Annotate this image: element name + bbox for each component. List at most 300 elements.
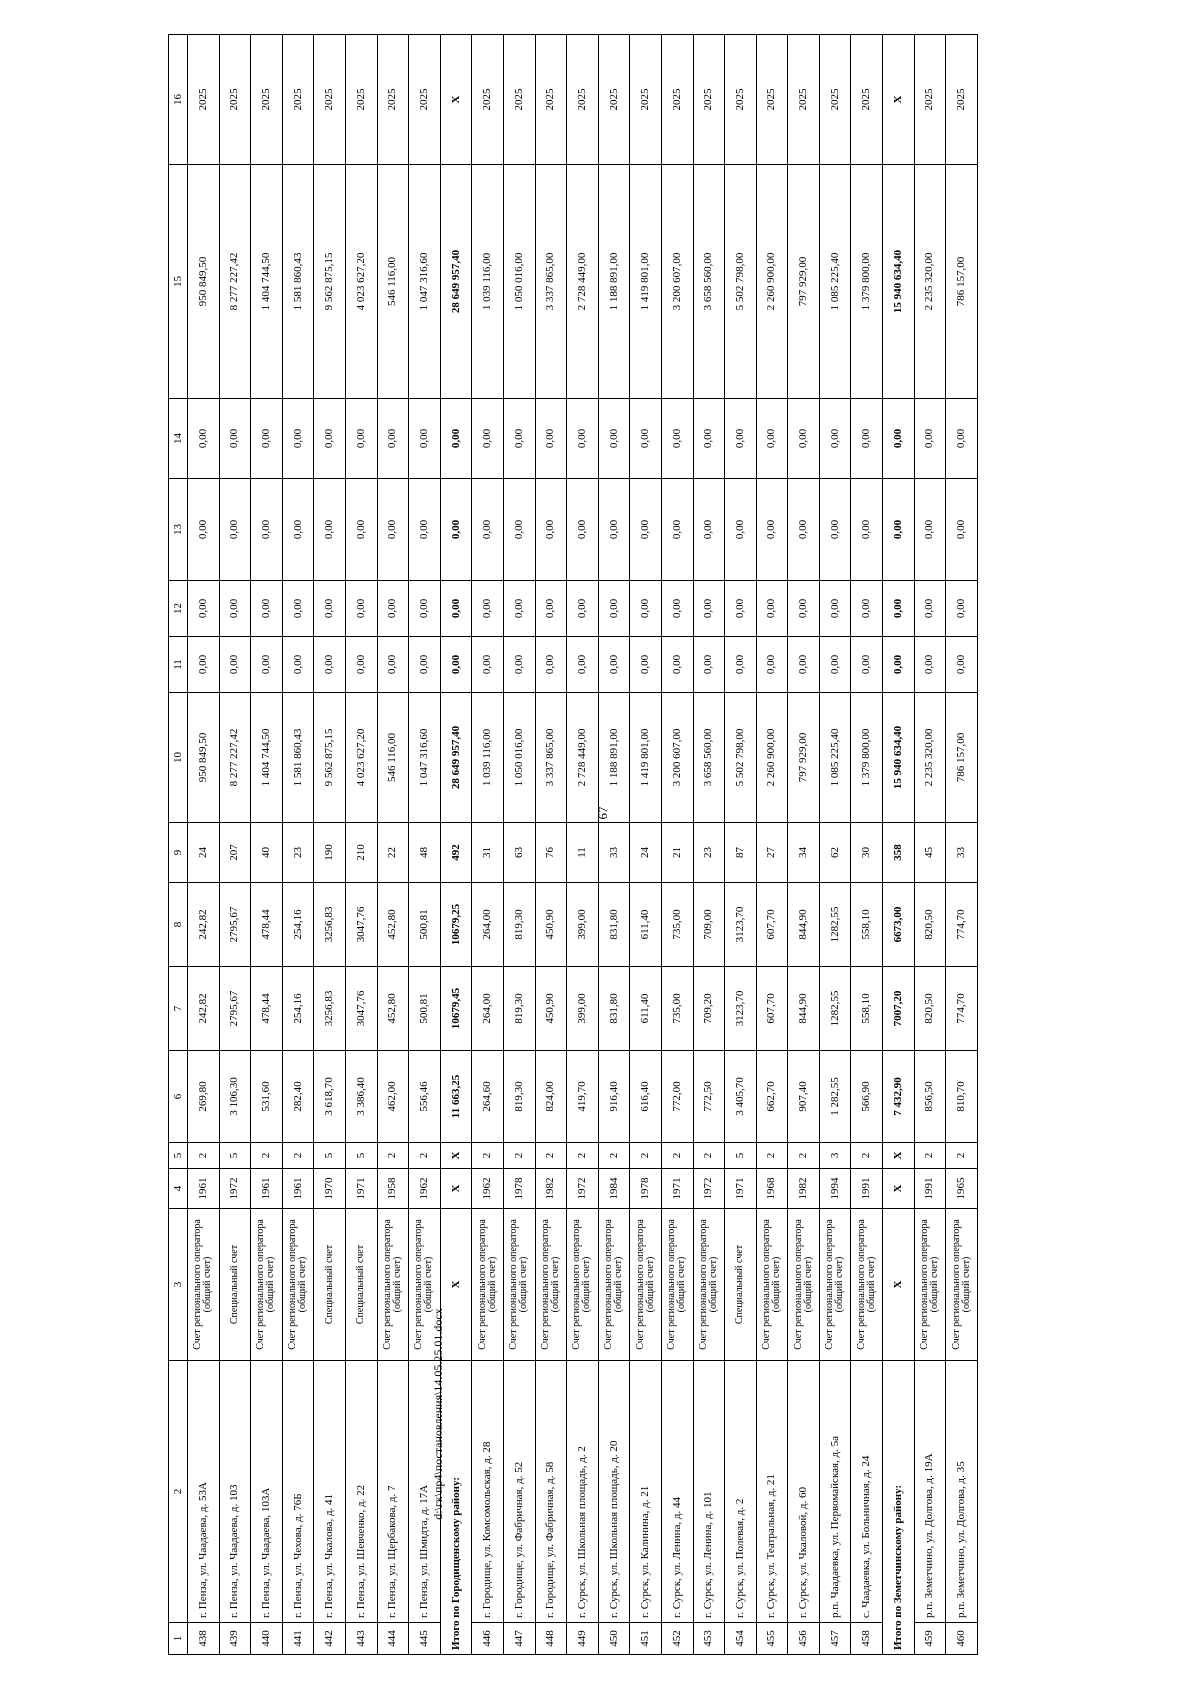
account-type-cell: Счет регионального оператора (общий счет): [630, 1209, 662, 1361]
total-cell: 0,00: [440, 637, 472, 693]
account-type-cell: Счет регионального оператора (общий счет): [535, 1209, 567, 1361]
total-cell: 0,00: [440, 479, 472, 581]
value-cell: 1972: [693, 1169, 725, 1209]
value-cell: 2025: [598, 35, 630, 165]
value-cell: 450,90: [535, 967, 567, 1051]
table-row: [535, 35, 567, 1655]
value-cell: 3123,70: [725, 967, 757, 1051]
table-row: [188, 35, 220, 1655]
address-cell: г. Городище, ул. Комсомольская, д. 28: [472, 1361, 504, 1623]
column-header: 16: [169, 35, 188, 165]
value-cell: 1 047 316,60: [409, 693, 441, 823]
value-cell: 254,16: [282, 967, 314, 1051]
value-cell: 1 419 801,00: [630, 165, 662, 399]
value-cell: 1970: [314, 1169, 346, 1209]
value-cell: 76: [535, 823, 567, 883]
row-number-cell: 438: [188, 1623, 220, 1655]
value-cell: 786 157,00: [946, 165, 978, 399]
value-cell: 4 023 627,20: [345, 693, 377, 823]
rotated-page: [168, 35, 1028, 1655]
value-cell: 269,80: [188, 1051, 220, 1143]
value-cell: 2: [851, 1143, 883, 1169]
value-cell: 831,80: [598, 967, 630, 1051]
account-type-cell: Счет регионального оператора (общий счет): [788, 1209, 820, 1361]
value-cell: 1965: [946, 1169, 978, 1209]
value-cell: 1 419 801,00: [630, 693, 662, 823]
value-cell: 797 929,00: [788, 693, 820, 823]
total-cell: X: [440, 1169, 472, 1209]
table-row: [725, 35, 757, 1655]
value-cell: 607,70: [756, 967, 788, 1051]
value-cell: 2025: [567, 35, 599, 165]
value-cell: 2: [693, 1143, 725, 1169]
value-cell: 735,00: [661, 967, 693, 1051]
account-type-cell: Счет регионального оператора (общий счет): [914, 1209, 946, 1361]
table-row: [377, 35, 409, 1655]
value-cell: 21: [661, 823, 693, 883]
row-number-cell: 452: [661, 1623, 693, 1655]
value-cell: 616,40: [630, 1051, 662, 1143]
value-cell: 2: [409, 1143, 441, 1169]
value-cell: 0,00: [219, 399, 251, 479]
value-cell: 0,00: [630, 581, 662, 637]
value-cell: 2025: [409, 35, 441, 165]
address-cell: г. Пенза, ул. Чаадаева, д. 103: [219, 1361, 251, 1623]
value-cell: 33: [598, 823, 630, 883]
address-cell: г. Городище, ул. Фабричная, д. 58: [535, 1361, 567, 1623]
value-cell: 2025: [756, 35, 788, 165]
value-cell: 1991: [914, 1169, 946, 1209]
value-cell: 0,00: [788, 399, 820, 479]
value-cell: 0,00: [251, 399, 283, 479]
address-cell: г. Пенза, ул. Шевченко, д. 22: [345, 1361, 377, 1623]
value-cell: 819,30: [503, 1051, 535, 1143]
table-row: [219, 35, 251, 1655]
value-cell: 2795,67: [219, 967, 251, 1051]
value-cell: 500,81: [409, 883, 441, 967]
value-cell: 3123,70: [725, 883, 757, 967]
value-cell: 0,00: [598, 637, 630, 693]
value-cell: 0,00: [535, 637, 567, 693]
value-cell: 2: [946, 1143, 978, 1169]
table-row: [314, 35, 346, 1655]
value-cell: 0,00: [851, 399, 883, 479]
value-cell: 2025: [693, 35, 725, 165]
value-cell: 0,00: [409, 399, 441, 479]
row-number-cell: 445: [409, 1623, 441, 1655]
value-cell: 1 282,55: [819, 1051, 851, 1143]
account-type-cell: Специальный счет: [345, 1209, 377, 1361]
value-cell: 3256,83: [314, 967, 346, 1051]
address-cell: г. Сурск, ул. Школьная площадь, д. 2: [567, 1361, 599, 1623]
row-number-cell: 459: [914, 1623, 946, 1655]
total-cell: 28 649 957,40: [440, 165, 472, 399]
value-cell: 831,80: [598, 883, 630, 967]
value-cell: 1982: [788, 1169, 820, 1209]
district-total-row: [883, 35, 915, 1655]
value-cell: 662,70: [756, 1051, 788, 1143]
value-cell: 2: [630, 1143, 662, 1169]
value-cell: 774,70: [946, 967, 978, 1051]
value-cell: 3 200 607,00: [661, 165, 693, 399]
address-cell: с. Чаадаевка, ул. Больничная, д. 24: [851, 1361, 883, 1623]
value-cell: 611,40: [630, 883, 662, 967]
account-type-cell: Счет регионального оператора (общий счет): [756, 1209, 788, 1361]
row-number-cell: 460: [946, 1623, 978, 1655]
value-cell: 399,00: [567, 883, 599, 967]
value-cell: 1972: [567, 1169, 599, 1209]
value-cell: 772,50: [693, 1051, 725, 1143]
value-cell: 2795,67: [219, 883, 251, 967]
value-cell: 0,00: [851, 637, 883, 693]
value-cell: 2025: [503, 35, 535, 165]
row-number-cell: 443: [345, 1623, 377, 1655]
value-cell: 0,00: [535, 399, 567, 479]
value-cell: 419,70: [567, 1051, 599, 1143]
value-cell: 210: [345, 823, 377, 883]
value-cell: 2025: [345, 35, 377, 165]
housing-repair-table: [168, 34, 978, 1655]
value-cell: 0,00: [756, 637, 788, 693]
value-cell: 0,00: [693, 399, 725, 479]
value-cell: 0,00: [219, 581, 251, 637]
address-cell: г. Сурск, ул. Школьная площадь, д. 20: [598, 1361, 630, 1623]
value-cell: 1 039 116,00: [472, 165, 504, 399]
value-cell: 1 581 860,43: [282, 693, 314, 823]
total-label: Итого по Городищенскому району:: [440, 1361, 472, 1655]
column-header: 15: [169, 165, 188, 399]
value-cell: 399,00: [567, 967, 599, 1051]
footer-file-path: d:\гк\пр4\постановления\14.05.25.01.docx: [431, 1308, 445, 1520]
value-cell: 0,00: [756, 581, 788, 637]
value-cell: 2025: [851, 35, 883, 165]
value-cell: 709,20: [693, 967, 725, 1051]
value-cell: 3 658 560,00: [693, 693, 725, 823]
total-cell: 492: [440, 823, 472, 883]
value-cell: 3: [819, 1143, 851, 1169]
value-cell: 0,00: [314, 479, 346, 581]
value-cell: 2 728 449,00: [567, 693, 599, 823]
value-cell: 1982: [535, 1169, 567, 1209]
table-row: [946, 35, 978, 1655]
value-cell: 1971: [661, 1169, 693, 1209]
table-row: [567, 35, 599, 1655]
column-header: 11: [169, 637, 188, 693]
value-cell: 0,00: [661, 479, 693, 581]
value-cell: 844,90: [788, 967, 820, 1051]
value-cell: 2025: [377, 35, 409, 165]
value-cell: 3 386,40: [345, 1051, 377, 1143]
value-cell: 0,00: [251, 637, 283, 693]
address-cell: г. Сурск, ул. Чкаловой, д. 60: [788, 1361, 820, 1623]
value-cell: 1 581 860,43: [282, 165, 314, 399]
value-cell: 2025: [219, 35, 251, 165]
value-cell: 2025: [819, 35, 851, 165]
address-cell: р.п. Чаадаевка, ул. Первомайская, д. 5а: [819, 1361, 851, 1623]
value-cell: 0,00: [567, 637, 599, 693]
total-cell: 0,00: [883, 479, 915, 581]
value-cell: 0,00: [851, 581, 883, 637]
value-cell: 0,00: [472, 399, 504, 479]
value-cell: 190: [314, 823, 346, 883]
value-cell: 797 929,00: [788, 165, 820, 399]
value-cell: 478,44: [251, 967, 283, 1051]
value-cell: 1 188 891,00: [598, 165, 630, 399]
value-cell: 824,00: [535, 1051, 567, 1143]
value-cell: 531,60: [251, 1051, 283, 1143]
table-row: [851, 35, 883, 1655]
value-cell: 819,30: [503, 883, 535, 967]
value-cell: 0,00: [314, 399, 346, 479]
value-cell: 1971: [345, 1169, 377, 1209]
account-type-cell: Счет регионального оператора (общий счет): [598, 1209, 630, 1361]
value-cell: 0,00: [219, 637, 251, 693]
column-header: 2: [169, 1361, 188, 1623]
total-cell: 0,00: [440, 581, 472, 637]
value-cell: 546 116,00: [377, 165, 409, 399]
value-cell: 1282,55: [819, 967, 851, 1051]
value-cell: 0,00: [946, 637, 978, 693]
row-number-cell: 457: [819, 1623, 851, 1655]
value-cell: 2: [282, 1143, 314, 1169]
table-row: [472, 35, 504, 1655]
value-cell: 1 050 016,00: [503, 165, 535, 399]
value-cell: 254,16: [282, 883, 314, 967]
row-number-cell: 450: [598, 1623, 630, 1655]
value-cell: 2: [756, 1143, 788, 1169]
value-cell: 0,00: [282, 581, 314, 637]
total-cell: 358: [883, 823, 915, 883]
value-cell: 0,00: [788, 581, 820, 637]
column-number-header: [169, 35, 188, 1655]
value-cell: 45: [914, 823, 946, 883]
value-cell: 2: [661, 1143, 693, 1169]
value-cell: 772,00: [661, 1051, 693, 1143]
value-cell: 0,00: [725, 637, 757, 693]
total-cell: 0,00: [883, 399, 915, 479]
value-cell: 0,00: [661, 581, 693, 637]
total-label: Итого по Земетчинскому району:: [883, 1361, 915, 1655]
value-cell: 810,70: [946, 1051, 978, 1143]
table-row: [819, 35, 851, 1655]
value-cell: 264,00: [472, 967, 504, 1051]
account-type-cell: Счет регионального оператора (общий счет): [851, 1209, 883, 1361]
value-cell: 5: [725, 1143, 757, 1169]
table-row: [630, 35, 662, 1655]
value-cell: 0,00: [598, 399, 630, 479]
value-cell: 23: [693, 823, 725, 883]
account-type-cell: Счет регионального оператора (общий счет): [377, 1209, 409, 1361]
value-cell: 5 502 798,00: [725, 165, 757, 399]
page-number: 67: [595, 806, 610, 820]
value-cell: 5: [314, 1143, 346, 1169]
value-cell: 9 562 875,15: [314, 693, 346, 823]
value-cell: 0,00: [661, 637, 693, 693]
total-cell: 10679,25: [440, 883, 472, 967]
value-cell: 462,00: [377, 1051, 409, 1143]
value-cell: 735,00: [661, 883, 693, 967]
value-cell: 546 116,00: [377, 693, 409, 823]
value-cell: 3 658 560,00: [693, 165, 725, 399]
value-cell: 1958: [377, 1169, 409, 1209]
row-number-cell: 451: [630, 1623, 662, 1655]
value-cell: 3047,76: [345, 967, 377, 1051]
value-cell: 2 235 320,00: [914, 693, 946, 823]
value-cell: 0,00: [630, 637, 662, 693]
total-cell: 0,00: [883, 637, 915, 693]
value-cell: 2 728 449,00: [567, 165, 599, 399]
value-cell: 2 235 320,00: [914, 165, 946, 399]
column-header: 13: [169, 479, 188, 581]
value-cell: 844,90: [788, 883, 820, 967]
address-cell: г. Сурск, ул. Театральная, д. 21: [756, 1361, 788, 1623]
value-cell: 48: [409, 823, 441, 883]
address-cell: г. Сурск, ул. Полевая, д. 2: [725, 1361, 757, 1623]
row-number-cell: 439: [219, 1623, 251, 1655]
value-cell: 0,00: [377, 479, 409, 581]
address-cell: г. Пенза, ул. Чаадаева, 103А: [251, 1361, 283, 1623]
total-cell: 6673,00: [883, 883, 915, 967]
value-cell: 2025: [946, 35, 978, 165]
value-cell: 30: [851, 823, 883, 883]
value-cell: 558,10: [851, 967, 883, 1051]
value-cell: 3 200 607,00: [661, 693, 693, 823]
value-cell: 2: [535, 1143, 567, 1169]
account-type-cell: Специальный счет: [219, 1209, 251, 1361]
address-cell: г. Пенза, ул. Щербакова, д. 7: [377, 1361, 409, 1623]
row-number-cell: 454: [725, 1623, 757, 1655]
value-cell: 1 050 016,00: [503, 693, 535, 823]
value-cell: 1 085 225,40: [819, 693, 851, 823]
total-cell: X: [883, 35, 915, 165]
value-cell: 1962: [409, 1169, 441, 1209]
account-type-cell: Специальный счет: [725, 1209, 757, 1361]
value-cell: 5: [219, 1143, 251, 1169]
value-cell: 9 562 875,15: [314, 165, 346, 399]
address-cell: р.п. Земетчино, ул. Долгова, д. 35: [946, 1361, 978, 1623]
value-cell: 1 039 116,00: [472, 693, 504, 823]
value-cell: 950 849,50: [188, 165, 220, 399]
value-cell: 2 260 900,00: [756, 693, 788, 823]
total-cell: 7 432,90: [883, 1051, 915, 1143]
value-cell: 452,80: [377, 967, 409, 1051]
value-cell: 1972: [219, 1169, 251, 1209]
value-cell: 2: [914, 1143, 946, 1169]
value-cell: 0,00: [345, 399, 377, 479]
value-cell: 0,00: [598, 581, 630, 637]
value-cell: 0,00: [693, 479, 725, 581]
value-cell: 1961: [188, 1169, 220, 1209]
value-cell: 0,00: [409, 479, 441, 581]
value-cell: 2025: [788, 35, 820, 165]
value-cell: 820,50: [914, 967, 946, 1051]
value-cell: 0,00: [409, 581, 441, 637]
value-cell: 3 106,30: [219, 1051, 251, 1143]
row-number-cell: 453: [693, 1623, 725, 1655]
table-row: [251, 35, 283, 1655]
account-type-cell: Счет регионального оператора (общий счет): [819, 1209, 851, 1361]
column-header: 1: [169, 1623, 188, 1655]
value-cell: 0,00: [472, 637, 504, 693]
value-cell: 8 277 227,42: [219, 165, 251, 399]
row-number-cell: 441: [282, 1623, 314, 1655]
value-cell: 242,82: [188, 883, 220, 967]
value-cell: 1 085 225,40: [819, 165, 851, 399]
value-cell: 3256,83: [314, 883, 346, 967]
account-type-cell: Счет регионального оператора (общий счет): [661, 1209, 693, 1361]
column-header: 7: [169, 967, 188, 1051]
value-cell: 1978: [630, 1169, 662, 1209]
table-row: [661, 35, 693, 1655]
account-type-cell: Счет регионального оператора (общий счет): [567, 1209, 599, 1361]
value-cell: 1 047 316,60: [409, 165, 441, 399]
value-cell: 0,00: [630, 399, 662, 479]
value-cell: 3 337 865,00: [535, 693, 567, 823]
value-cell: 0,00: [914, 399, 946, 479]
value-cell: 24: [630, 823, 662, 883]
value-cell: 2025: [914, 35, 946, 165]
value-cell: 0,00: [377, 581, 409, 637]
value-cell: 207: [219, 823, 251, 883]
row-number-cell: 449: [567, 1623, 599, 1655]
value-cell: 0,00: [788, 637, 820, 693]
value-cell: 23: [282, 823, 314, 883]
value-cell: 0,00: [756, 479, 788, 581]
column-header: 6: [169, 1051, 188, 1143]
value-cell: 2025: [282, 35, 314, 165]
value-cell: 0,00: [819, 399, 851, 479]
total-cell: 10679,45: [440, 967, 472, 1051]
value-cell: 242,82: [188, 967, 220, 1051]
address-cell: г. Пенза, ул. Чкалова, д. 41: [314, 1361, 346, 1623]
total-cell: 15 940 634,40: [883, 165, 915, 399]
value-cell: 1282,55: [819, 883, 851, 967]
value-cell: 1994: [819, 1169, 851, 1209]
row-number-cell: 458: [851, 1623, 883, 1655]
value-cell: 0,00: [693, 581, 725, 637]
row-number-cell: 455: [756, 1623, 788, 1655]
table-row: [598, 35, 630, 1655]
value-cell: 2: [472, 1143, 504, 1169]
address-cell: г. Сурск, ул. Калинина, д. 21: [630, 1361, 662, 1623]
value-cell: 63: [503, 823, 535, 883]
account-type-cell: Счет регионального оператора (общий счет): [693, 1209, 725, 1361]
table-row: [756, 35, 788, 1655]
value-cell: 774,70: [946, 883, 978, 967]
value-cell: 0,00: [345, 479, 377, 581]
value-cell: 2025: [314, 35, 346, 165]
value-cell: 1961: [282, 1169, 314, 1209]
value-cell: 2: [377, 1143, 409, 1169]
value-cell: 2025: [725, 35, 757, 165]
total-cell: X: [440, 1209, 472, 1361]
value-cell: 1 379 800,00: [851, 693, 883, 823]
value-cell: 2 260 900,00: [756, 165, 788, 399]
value-cell: 5: [345, 1143, 377, 1169]
value-cell: 2: [567, 1143, 599, 1169]
value-cell: 950 849,50: [188, 693, 220, 823]
value-cell: 0,00: [725, 581, 757, 637]
value-cell: 856,50: [914, 1051, 946, 1143]
value-cell: 264,60: [472, 1051, 504, 1143]
value-cell: 0,00: [630, 479, 662, 581]
total-cell: X: [440, 1143, 472, 1169]
row-number-cell: 447: [503, 1623, 535, 1655]
value-cell: 1 404 744,50: [251, 165, 283, 399]
value-cell: 2: [788, 1143, 820, 1169]
total-cell: X: [883, 1169, 915, 1209]
row-number-cell: 448: [535, 1623, 567, 1655]
